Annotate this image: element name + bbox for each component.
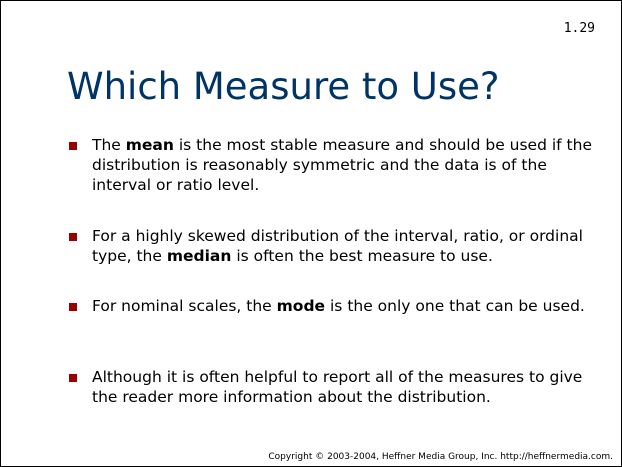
bullet-text bbox=[92, 226, 599, 266]
bullet-text-before: The bbox=[92, 136, 126, 154]
bullet-keyword: mode bbox=[276, 297, 326, 315]
bullet-keyword: median bbox=[166, 247, 232, 265]
bullet-text bbox=[92, 296, 599, 316]
bullet-text-after: is the only one that can be used. bbox=[325, 297, 585, 315]
square-bullet-icon bbox=[69, 374, 77, 382]
square-bullet-icon bbox=[69, 233, 77, 241]
slide-number: 1.29 bbox=[563, 21, 595, 36]
bullet-keyword: mean bbox=[125, 136, 174, 154]
square-bullet-icon bbox=[69, 303, 77, 311]
bullet-item-report-all bbox=[69, 367, 599, 407]
bullet-text-after: is often the best measure to use. bbox=[231, 247, 493, 265]
bullet-item-mean bbox=[69, 135, 599, 195]
slide-title: Which Measure to Use? bbox=[67, 65, 500, 108]
bullet-text-before: For a highly skewed distribution of the interval, ratio, or ordinal type, the bbox=[92, 227, 583, 265]
bullet-item-mode bbox=[69, 296, 599, 316]
bullet-text-after: is the most stable measure and should be used if the distribution is reasonably symmetric and the data is of the interval or ratio level. bbox=[92, 136, 592, 194]
bullet-text-before: For nominal scales, the bbox=[92, 297, 277, 315]
copyright-footer: Copyright © 2003-2004, Heffner Media Group, Inc. http://heffnermedia.com. bbox=[268, 452, 613, 462]
bullet-item-median bbox=[69, 226, 599, 266]
bullet-text: Although it is often helpful to report all of the measures to give the reader more information about the distribution. bbox=[92, 368, 583, 406]
bullet-text bbox=[92, 135, 599, 195]
square-bullet-icon bbox=[69, 142, 77, 150]
